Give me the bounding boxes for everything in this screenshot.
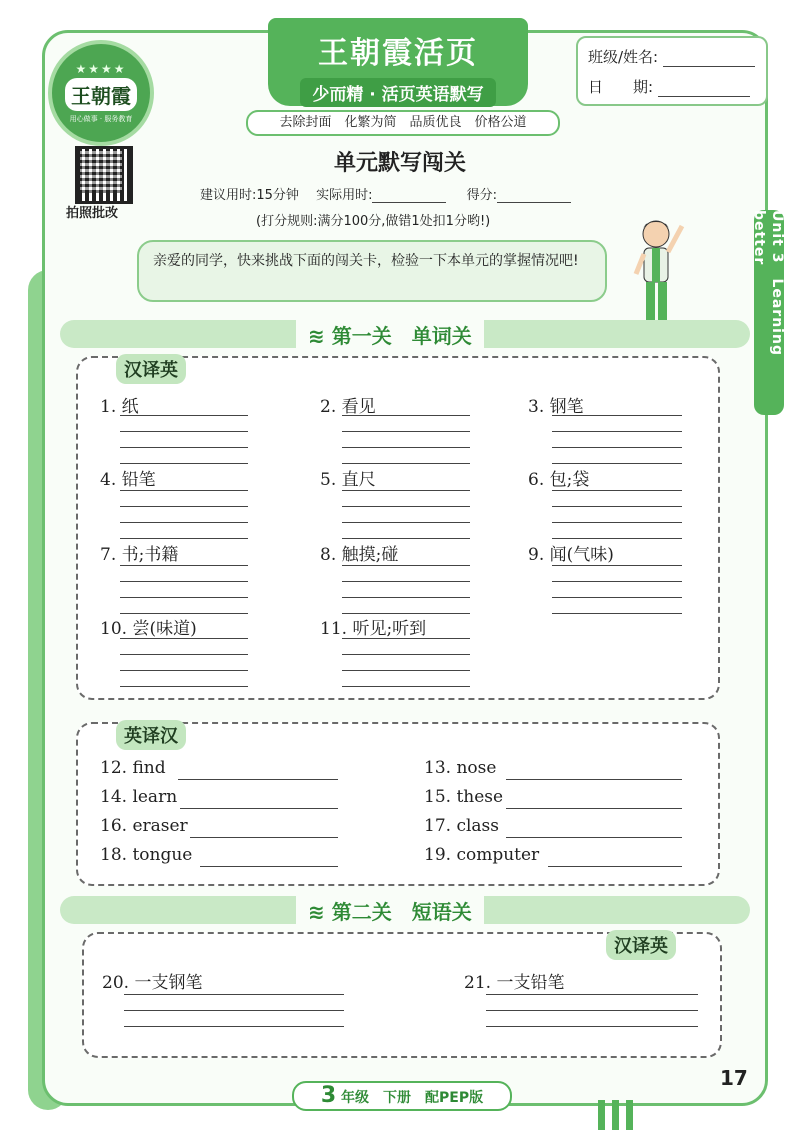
answer-line[interactable] xyxy=(552,415,682,416)
grade-footer xyxy=(292,1081,512,1111)
answer-line[interactable] xyxy=(552,431,682,432)
answer-line[interactable] xyxy=(486,994,698,995)
answer-line[interactable] xyxy=(342,447,470,448)
word-item: 15. these xyxy=(424,787,504,807)
date-label: 日 期: xyxy=(588,78,654,96)
answer-line[interactable] xyxy=(342,597,470,598)
answer-line[interactable] xyxy=(552,613,682,614)
answer-line[interactable] xyxy=(486,1026,698,1027)
answer-line[interactable] xyxy=(552,463,682,464)
page-number: 17 xyxy=(720,1066,748,1090)
answer-line[interactable] xyxy=(506,837,682,838)
answer-line[interactable] xyxy=(124,994,344,995)
answer-line[interactable] xyxy=(552,565,682,566)
student-info-box xyxy=(576,36,768,106)
answer-line[interactable] xyxy=(486,1010,698,1011)
logo-stars-icon: ★★★★ xyxy=(75,62,127,76)
brand-title: 王朝霞活页 xyxy=(318,36,478,71)
answer-line[interactable] xyxy=(120,506,248,507)
word-item: 12. find xyxy=(100,758,166,778)
word-item: 3. 钢笔 xyxy=(528,397,584,417)
word-item: 1. 纸 xyxy=(100,397,139,417)
word-item: 4. 铅笔 xyxy=(100,470,156,490)
word-item: 18. tongue xyxy=(100,845,193,865)
actual-time-field[interactable] xyxy=(372,190,446,203)
answer-line[interactable] xyxy=(120,686,248,687)
intro-speech-bubble: 亲爱的同学，快来挑战下面的闯关卡，检验一下本单元的掌握情况吧! xyxy=(137,240,607,302)
answer-line[interactable] xyxy=(552,581,682,582)
answer-line[interactable] xyxy=(190,837,338,838)
phrase-badge: 汉译英 xyxy=(606,930,676,960)
answer-line[interactable] xyxy=(342,670,470,671)
answer-line[interactable] xyxy=(124,1010,344,1011)
answer-line[interactable] xyxy=(506,779,682,780)
page-title: 单元默写闯关 xyxy=(333,151,466,176)
brand-banner xyxy=(268,18,528,106)
answer-line[interactable] xyxy=(120,431,248,432)
word-item: 6. 包;袋 xyxy=(528,470,590,490)
answer-line[interactable] xyxy=(342,654,470,655)
answer-line[interactable] xyxy=(120,670,248,671)
suggested-time: 建议用时:15分钟 xyxy=(200,188,299,203)
part-a-badge: 汉译英 xyxy=(116,354,186,384)
decor-bar xyxy=(626,1100,633,1130)
score-label: 得分: xyxy=(466,188,497,203)
phrase-item: 20. 一支钢笔 xyxy=(102,973,203,993)
answer-line[interactable] xyxy=(178,779,338,780)
grade-text: 年级 下册 配PEP版 xyxy=(341,1090,484,1106)
brand-logo xyxy=(48,40,154,146)
answer-line[interactable] xyxy=(342,686,470,687)
actual-time-label: 实际用时: xyxy=(316,188,373,203)
answer-line[interactable] xyxy=(552,597,682,598)
unit-side-tab: Unit 3 Learning better xyxy=(754,210,784,415)
answer-line[interactable] xyxy=(342,506,470,507)
answer-line[interactable] xyxy=(120,415,248,416)
word-item: 2. 看见 xyxy=(320,397,376,417)
boy-illustration xyxy=(618,212,708,332)
word-item: 13. nose xyxy=(424,758,497,778)
answer-line[interactable] xyxy=(552,506,682,507)
answer-line[interactable] xyxy=(342,463,470,464)
answer-line[interactable] xyxy=(120,522,248,523)
part-b-badge: 英译汉 xyxy=(116,720,186,750)
answer-line[interactable] xyxy=(120,654,248,655)
word-item: 10. 尝(味道) xyxy=(100,619,197,639)
time-score-line xyxy=(200,184,587,203)
grade-number: 3 xyxy=(320,1083,337,1108)
answer-line[interactable] xyxy=(342,490,470,491)
word-item: 5. 直尺 xyxy=(320,470,376,490)
date-field[interactable] xyxy=(658,82,750,97)
answer-line[interactable] xyxy=(552,538,682,539)
word-item: 7. 书;书籍 xyxy=(100,545,179,565)
answer-line[interactable] xyxy=(548,866,682,867)
answer-line[interactable] xyxy=(124,1026,344,1027)
answer-line[interactable] xyxy=(552,447,682,448)
word-item: 9. 闻(气味) xyxy=(528,545,614,565)
word-item: 19. computer xyxy=(424,845,540,865)
answer-line[interactable] xyxy=(342,522,470,523)
answer-line[interactable] xyxy=(180,808,338,809)
answer-line[interactable] xyxy=(120,447,248,448)
answer-line[interactable] xyxy=(552,490,682,491)
answer-line[interactable] xyxy=(342,415,470,416)
word-item: 17. class xyxy=(424,816,499,836)
word-item: 14. learn xyxy=(100,787,178,807)
word-item: 8. 触摸;碰 xyxy=(320,545,399,565)
answer-line[interactable] xyxy=(120,638,248,639)
answer-line[interactable] xyxy=(342,538,470,539)
score-field[interactable] xyxy=(497,190,571,203)
answer-line[interactable] xyxy=(120,538,248,539)
logo-tagline: 用心做事 · 服务教育 xyxy=(69,115,133,123)
decor-bar xyxy=(598,1100,605,1130)
answer-line[interactable] xyxy=(120,581,248,582)
answer-line[interactable] xyxy=(552,522,682,523)
answer-line[interactable] xyxy=(120,463,248,464)
word-cn-en-panel xyxy=(76,356,720,700)
class-name-field[interactable] xyxy=(663,52,755,67)
section2-title: ≋ 第二关 短语关 xyxy=(296,896,484,925)
answer-line[interactable] xyxy=(342,581,470,582)
slogan-bar: 去除封面 化繁为简 品质优良 价格公道 xyxy=(246,110,560,136)
answer-line[interactable] xyxy=(506,808,682,809)
logo-text: 王朝霞 xyxy=(65,78,137,111)
brand-subtitle: 少而精 · 活页英语默写 xyxy=(300,78,495,107)
answer-line[interactable] xyxy=(342,565,470,566)
answer-line[interactable] xyxy=(120,490,248,491)
answer-line[interactable] xyxy=(200,866,338,867)
answer-line[interactable] xyxy=(120,565,248,566)
class-name-label: 班级/姓名: xyxy=(588,48,659,66)
scoring-rule: (打分规则:满分100分,做错1处扣1分哟!) xyxy=(256,214,491,229)
answer-line[interactable] xyxy=(120,597,248,598)
word-item: 16. eraser xyxy=(100,816,188,836)
phrase-item: 21. 一支铅笔 xyxy=(464,973,565,993)
qr-label: 拍照批改 xyxy=(66,206,119,221)
word-item: 11. 听见;听到 xyxy=(320,619,427,639)
answer-line[interactable] xyxy=(342,638,470,639)
section1-title: ≋ 第一关 单词关 xyxy=(296,320,484,349)
answer-line[interactable] xyxy=(342,431,470,432)
decor-bar xyxy=(612,1100,619,1130)
